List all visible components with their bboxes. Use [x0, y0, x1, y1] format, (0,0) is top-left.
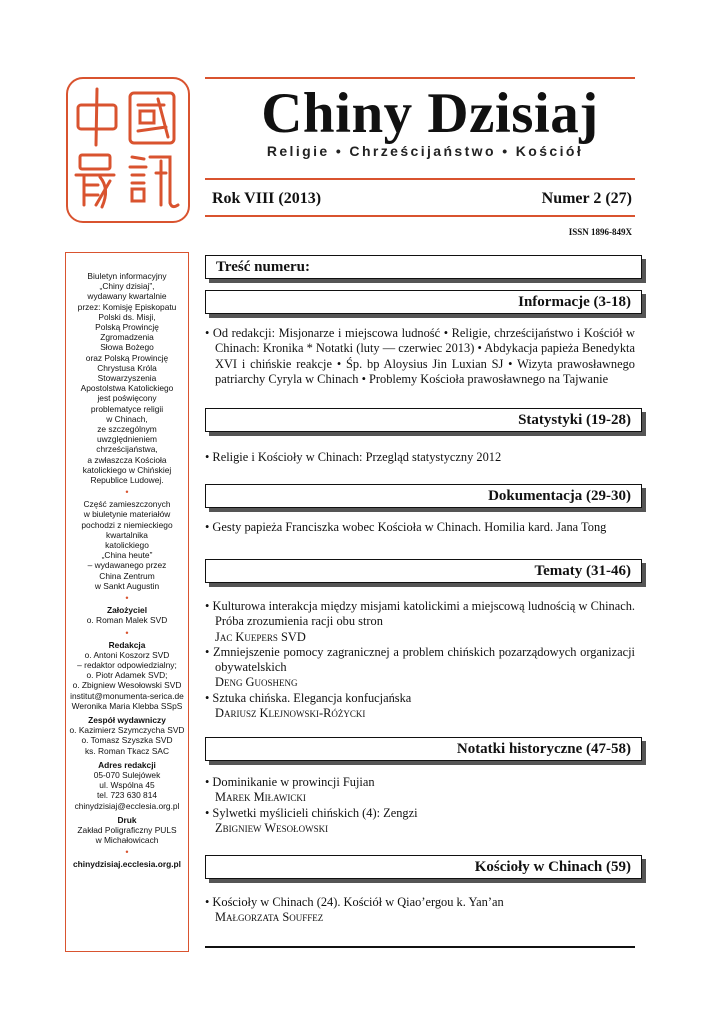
section-entries: [205, 599, 635, 721]
sidebar-line: – wydawanego przez: [87, 560, 167, 571]
sidebar-line: w biuletynie materiałów: [83, 509, 171, 520]
sidebar-line: wydawany kwartalnie: [87, 291, 167, 302]
sidebar-line: Polską Prowincję: [95, 322, 159, 333]
footer-rule: [205, 946, 635, 948]
sidebar-line: „China heute”: [101, 550, 153, 561]
sidebar-line: 05-070 Sulejówek: [93, 769, 161, 780]
header-mid-rule: [205, 178, 635, 180]
sidebar-line: w Chinach,: [106, 413, 148, 424]
section-box: [205, 737, 642, 761]
website-link[interactable]: chinydzisiaj.ecclesia.org.pl: [73, 859, 181, 870]
sidebar-line: Część zamieszczonych: [83, 499, 171, 510]
sidebar-line: o. Antoni Koszorz SVD: [84, 649, 170, 660]
sidebar-line: a zwłaszcza Kościoła: [87, 454, 167, 465]
toc-author: Jac Kuepers SVD: [215, 629, 306, 644]
issue-number: Numer 2 (27): [541, 190, 632, 207]
founder-heading: Założyciel: [106, 605, 148, 616]
sidebar-line: Chrystusa Króla: [97, 362, 157, 373]
sidebar-line: Republice Ludowej.: [90, 475, 164, 486]
sidebar-line: Zakład Poligraficzny PULS: [77, 824, 177, 835]
toc-author: Marek Miławicki: [215, 790, 306, 805]
magazine-subtitle: Religie • Chrześcijaństwo • Kościół: [266, 143, 584, 159]
header-top-rule: [205, 77, 635, 79]
sidebar-line: ze szczególnym: [97, 424, 157, 435]
header-bottom-rule: [205, 215, 635, 217]
section-title: Kościoły w Chinach (59): [474, 859, 631, 875]
team-list: [66, 725, 188, 756]
sidebar-line[interactable]: institut@monumenta-serica.de: [70, 690, 184, 701]
address-heading: Adres redakcji: [98, 759, 156, 770]
toc-entry[interactable]: • Kościoły w Chinach (24). Kościół w Qiao’ergou k. Yan’an: [205, 895, 504, 909]
section-box: [205, 559, 642, 583]
sidebar-line: jest poświęcony: [97, 393, 157, 404]
toc-entry[interactable]: • Zmniejszenie pomocy zagranicznej a problem chińskich pozarządowych organizacji obywatelskich: [205, 644, 635, 675]
toc-entry[interactable]: • Kulturowa interakcja między misjami katolickimi a miejscową ludnością w Chinach. Próba zrozumienia racji obu stron: [205, 599, 635, 629]
sidebar-line: o. Kazimierz Szymczycha SVD: [69, 725, 185, 736]
founder-list: [66, 615, 188, 625]
editors-list: [66, 650, 188, 711]
section-title: Tematy (31-46): [534, 563, 631, 579]
sidebar-line: Biuletyn informacyjny: [87, 271, 167, 281]
section-box: [205, 484, 642, 508]
address-list: [66, 770, 188, 811]
sidebar-line: oraz Polską Prowincję: [85, 352, 169, 363]
sidebar-line: Stowarzyszenia: [97, 373, 157, 384]
sidebar-bullet: •: [125, 487, 129, 498]
section-box: [205, 408, 642, 432]
sidebar-line: kwartalnika: [106, 529, 148, 540]
sidebar-line: chrześcijaństwa,: [96, 444, 158, 455]
sidebar-line: pochodzi z niemieckiego: [81, 519, 173, 530]
sidebar-line: Zgromadzenia: [100, 332, 154, 343]
toc-heading: Treść numeru:: [216, 259, 311, 275]
sidebar-line: – redaktor odpowiedzialny;: [77, 659, 177, 670]
toc-entry[interactable]: • Dominikanie w prowincji Fujian: [205, 775, 375, 789]
logo-seal: [66, 77, 190, 223]
section-entries: [205, 326, 635, 387]
sidebar-line: katolickiego: [105, 540, 149, 551]
sidebar-line[interactable]: chinydzisiaj@ecclesia.org.pl: [74, 800, 180, 811]
sidebar-line: China Zentrum: [99, 570, 155, 581]
sidebar-line: w Michałowicach: [95, 835, 159, 846]
section-title: Dokumentacja (29-30): [488, 488, 631, 504]
sidebar-line: Słowa Bożego: [100, 342, 154, 353]
sidebar-line: o. Piotr Adamek SVD;: [86, 670, 168, 681]
sidebar-line: Polski ds. Misji,: [98, 311, 156, 322]
toc-heading-box: [205, 255, 642, 279]
section-title: Notatki historyczne (47-58): [456, 741, 631, 757]
team-heading: Zespół wydawniczy: [88, 714, 166, 725]
toc-entry[interactable]: • Sylwetki myślicieli chińskich (4): Zengzi: [205, 805, 418, 820]
print-heading: Druk: [117, 814, 137, 825]
sidebar-line: przez: Komisję Episkopatu: [77, 301, 177, 312]
toc-entry[interactable]: • Od redakcji: Misjonarze i miejscowa ludność • Religie, chrześcijaństwo i Kościół w Chinach: Kronika * Notatki (luty — czerwiec 2013) • Abdykacja papieża Benedykta XVI i chińskie reakcje • Śp. bp Aloysius Jin Luxian SJ • Wizyta prawosławnego patriarchy Cyryla w Chinach • Problemy Kościoła prawosławnego na Tajwanie: [205, 326, 635, 386]
sidebar-line: Weronika Maria Klebba SSpS: [71, 700, 183, 711]
sidebar-intro: [66, 271, 188, 485]
section-entries: [205, 450, 635, 465]
sidebar-line: ul. Wspólna 45: [99, 780, 155, 791]
volume-year: Rok VIII (2013): [212, 190, 322, 207]
sidebar-line: uwzględnieniem: [96, 434, 158, 445]
editors-heading: Redakcja: [108, 639, 146, 650]
toc-author: Dariusz Klejnowski-Różycki: [215, 706, 366, 721]
sidebar-bullet: •: [125, 847, 129, 858]
sidebar-line: problematyce religii: [90, 403, 164, 414]
sidebar-line: ks. Roman Tkacz SAC: [84, 745, 170, 756]
sidebar-line: Apostolstwa Katolickiego: [80, 383, 174, 394]
toc-author: Zbigniew Wesołowski: [215, 820, 329, 835]
toc-author: Małgorzata Souffez: [215, 910, 324, 925]
sidebar-line: w Sankt Augustin: [94, 580, 160, 591]
section-box: [205, 855, 642, 879]
toc-entry[interactable]: • Gesty papieża Franciszka wobec Kościoła w Chinach. Homilia kard. Jana Tong: [205, 520, 607, 534]
section-entries: [205, 895, 635, 926]
toc-author: Deng Guosheng: [215, 675, 298, 690]
section-title: Informacje (3-18): [518, 294, 631, 310]
sidebar-line: o. Zbigniew Wesołowski SVD: [72, 680, 182, 691]
toc-entry[interactable]: • Religie i Kościoły w Chinach: Przegląd statystyczny 2012: [205, 450, 502, 464]
sidebar-line: tel. 723 630 814: [96, 790, 158, 801]
section-box: [205, 290, 642, 314]
sidebar-line: „Chiny dzisiaj”,: [99, 281, 155, 292]
section-entries: [205, 520, 635, 535]
toc-entry[interactable]: • Sztuka chińska. Elegancja konfucjańska: [205, 690, 412, 705]
logo: [66, 77, 190, 223]
sidebar-bullet: •: [125, 593, 129, 604]
sidebar-line: katolickiego w Chińskiej: [82, 464, 172, 475]
magazine-title: Chiny Dzisiaj: [261, 82, 599, 145]
section-title: Statystyki (19-28): [518, 412, 631, 428]
sidebar-bullet: •: [125, 627, 129, 638]
print-list: [66, 825, 188, 845]
sidebar-line: o. Roman Malek SVD: [86, 615, 168, 626]
sidebar-source: [66, 499, 188, 591]
masthead-sidebar: [65, 252, 189, 952]
issn: ISSN 1896-849X: [568, 227, 632, 237]
section-entries: [205, 775, 635, 836]
sidebar-line: o. Tomasz Szyszka SVD: [81, 735, 173, 746]
